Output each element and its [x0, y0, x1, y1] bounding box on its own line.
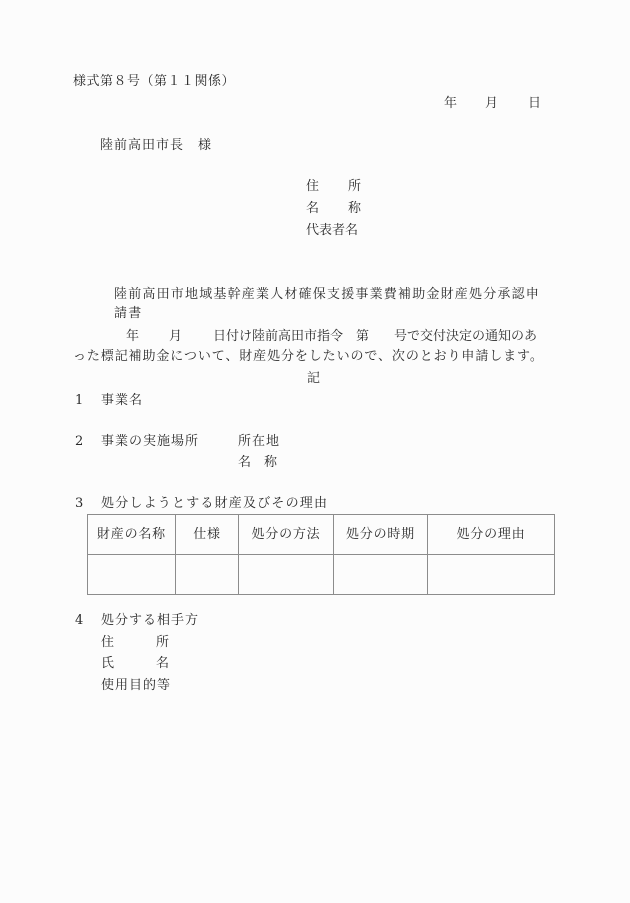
body-paragraph-line1	[60, 330, 560, 346]
date-month-label: 月	[485, 96, 499, 111]
section-4-name-label: 氏 名	[101, 656, 170, 671]
section-2-location-label: 所在地	[238, 434, 281, 449]
applicant-representative-label: 代表者名	[306, 223, 359, 238]
ki-heading: 記	[307, 371, 321, 386]
date-day-label: 日	[528, 96, 542, 111]
cell-disposal-date[interactable]	[334, 555, 428, 595]
section-1-number: 1	[75, 393, 84, 408]
section-4-label: 処分する相手方	[101, 613, 200, 628]
table-row	[88, 555, 555, 595]
column-header-disposal-date: 処分の時期	[334, 515, 428, 555]
applicant-block	[306, 180, 406, 246]
cell-disposal-method[interactable]	[239, 555, 334, 595]
cell-disposal-reason[interactable]	[428, 555, 555, 595]
cell-specification[interactable]	[176, 555, 239, 595]
section-3-number: 3	[75, 496, 84, 511]
document-title: 陸前高田市地域基幹産業人材確保支援事業費補助金財産処分承認申	[114, 287, 541, 302]
section-4-number: 4	[75, 613, 84, 628]
section-3-label: 処分しようとする財産及びその理由	[101, 496, 329, 511]
date-year-label: 年	[444, 96, 458, 111]
document-title-continued: 請書	[114, 306, 143, 321]
section-2-label: 事業の実施場所	[101, 434, 200, 449]
column-header-disposal-reason: 処分の理由	[428, 515, 555, 555]
body-year-label: 年	[126, 329, 140, 344]
section-4-purpose-label: 使用目的等	[101, 678, 172, 693]
body-rest-text: 号で交付決定の通知のあ	[394, 329, 538, 344]
body-paragraph-line2: った標記補助金について、財産処分をしたいので、次のとおり申請します。	[73, 349, 544, 364]
form-number: 様式第８号（第１１関係）	[73, 74, 236, 89]
property-disposal-table	[87, 514, 555, 595]
section-1-label: 事業名	[101, 393, 144, 408]
applicant-name-label: 名 称	[306, 201, 362, 216]
column-header-property-name: 財産の名称	[88, 515, 176, 555]
body-day-text: 日付け陸前高田市指令 第	[213, 329, 370, 344]
cell-property-name[interactable]	[88, 555, 176, 595]
section-2-number: 2	[75, 434, 84, 449]
section-4-address-label: 住 所	[101, 635, 170, 650]
table-header-row	[88, 515, 555, 555]
column-header-specification: 仕様	[176, 515, 239, 555]
column-header-disposal-method: 処分の方法	[239, 515, 334, 555]
section-2-name-label: 名 称	[238, 455, 278, 470]
date-line	[444, 97, 544, 113]
applicant-address-label: 住 所	[306, 179, 362, 194]
body-month-label: 月	[169, 329, 183, 344]
addressee: 陸前高田市長 様	[100, 138, 213, 153]
